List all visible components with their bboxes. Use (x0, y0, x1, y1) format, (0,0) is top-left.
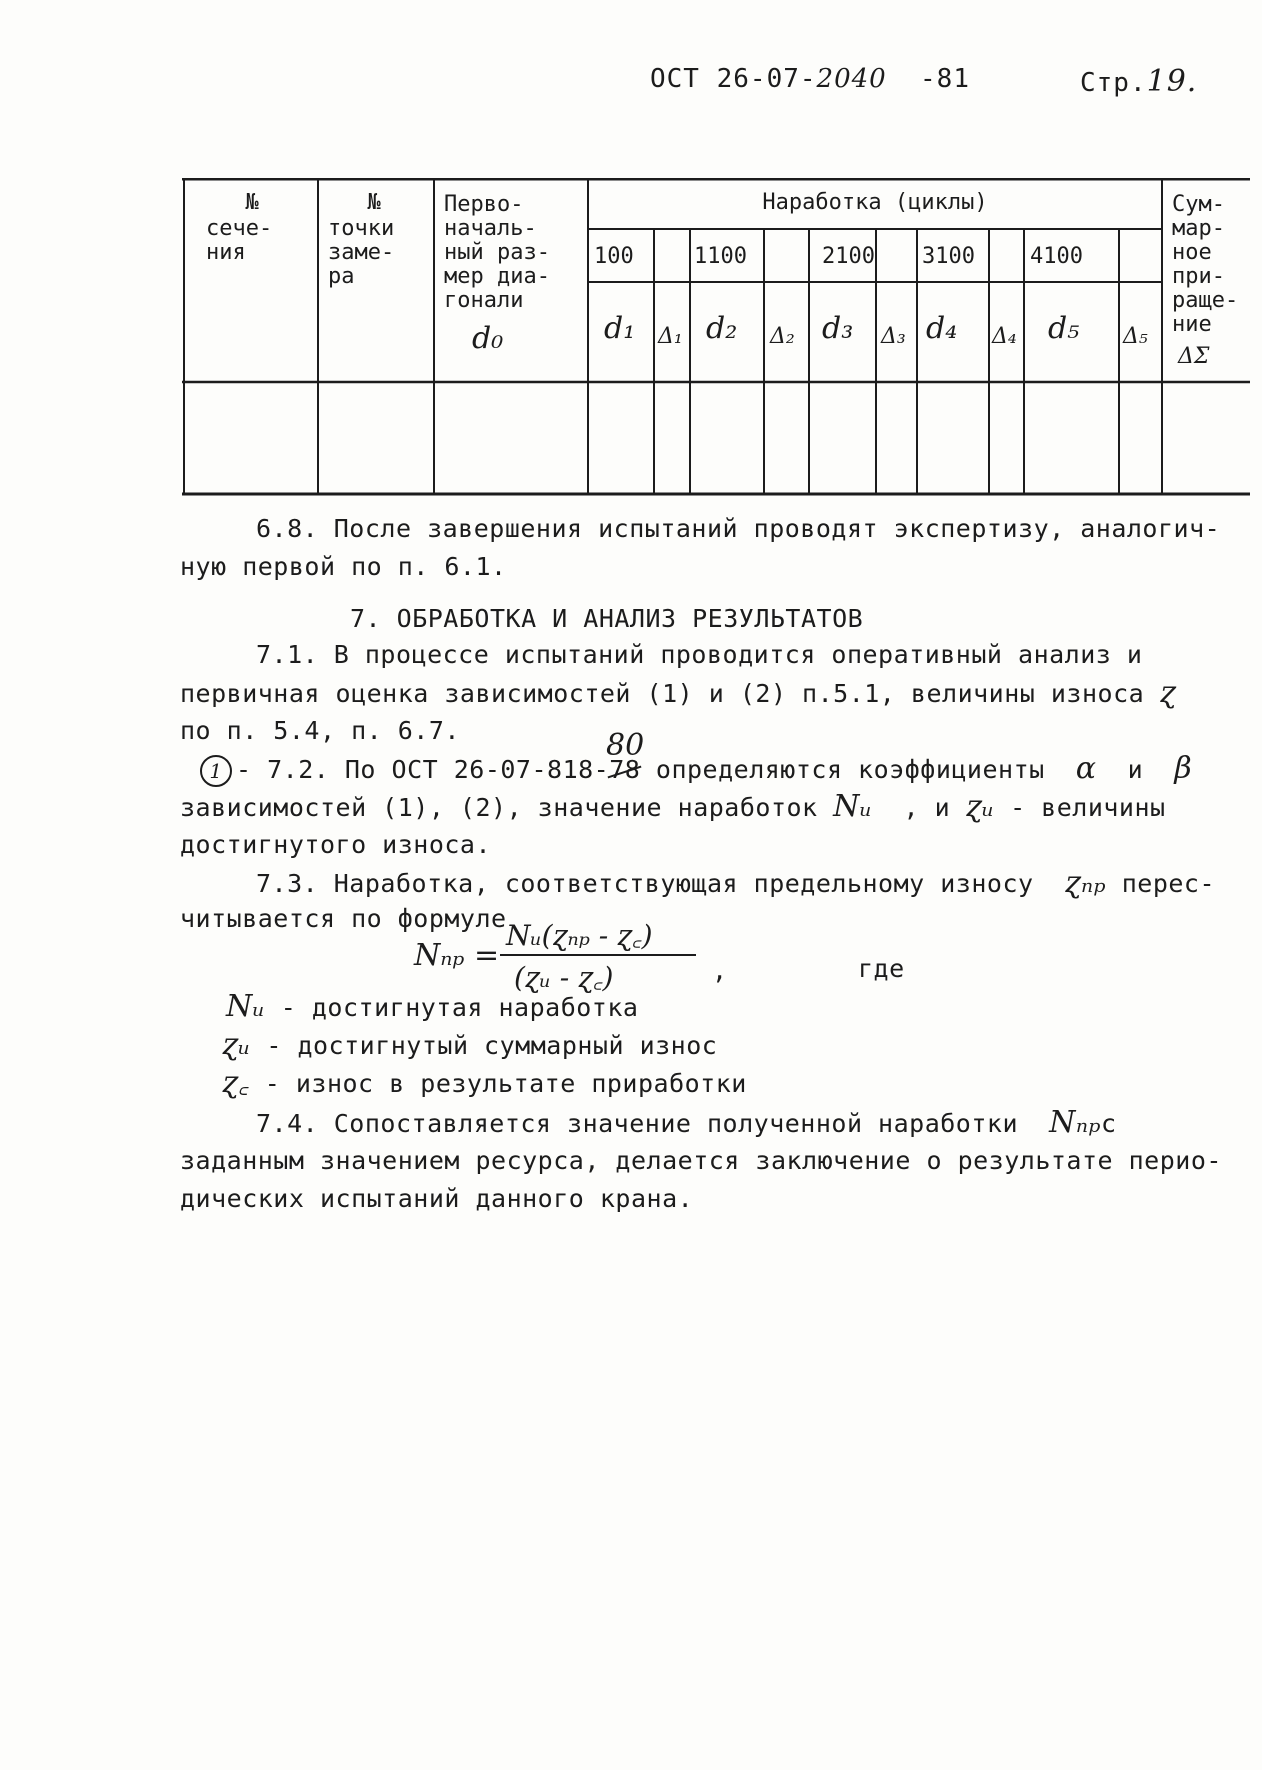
handwritten-correction-80: 80 (606, 728, 645, 763)
paragraph-7-2-line1: 1 - 7.2. По ОСТ 26-07-818-78 определяются коэффициенты α и β (200, 754, 1192, 787)
initial-size-line1: Перво- (444, 192, 524, 217)
definition-2: ɀᵤ - достигнутый суммарный износ (222, 1027, 718, 1062)
total-increment-line3: ное (1172, 240, 1212, 265)
initial-size-line4: мер диа- (444, 264, 550, 289)
paragraph-7-3-line2: читывается по формуле (180, 904, 507, 933)
paragraph-7-2-line2: зависимостей (1), (2), значение наработок Nᵤ , и ɀᵤ - величины (180, 789, 1166, 824)
paragraph-7-4-line1: 7.4. Сопоставляется значение полученной наработки Nₙₚс (256, 1105, 1117, 1140)
cycles-2100: 2100 (822, 244, 875, 269)
formula-denominator: (ɀᵤ - ɀ꜀) (514, 961, 614, 994)
total-increment-line5: раще- (1172, 288, 1239, 313)
total-increment-line4: при- (1172, 264, 1225, 289)
limit-operating-time-symbol: Nₙₚ (1049, 1105, 1102, 1140)
cycles-4100: 4100 (1030, 244, 1083, 269)
change-mark-icon: 1 (200, 755, 232, 787)
cycles-100: 100 (594, 244, 634, 269)
paragraph-7-1-line1: 7.1. В процессе испытаний проводится оперативный анализ и (256, 640, 1143, 669)
cycles-3100: 3100 (922, 244, 975, 269)
paragraph-6-8-line1: 6.8. После завершения испытаний проводят экспертизу, аналогич- (256, 514, 1221, 543)
handwritten-page-number: 19. (1146, 64, 1198, 99)
formula-comma: , (712, 956, 728, 985)
measurement-table (182, 178, 1250, 496)
initial-size-symbol: d₀ (472, 321, 504, 356)
paragraph-7-1-line3: по п. 5.4, п. 6.7. (180, 716, 460, 745)
paragraph-7-2-line3: достигнутого износа. (180, 830, 492, 859)
point-number-sign: № (367, 190, 381, 215)
where-label: где (858, 954, 905, 983)
initial-size-line3: ный раз- (444, 240, 550, 265)
section-header-line1: сече- (206, 216, 273, 241)
operating-time-formula (414, 916, 714, 996)
delta-5: Δ₅ (1123, 324, 1148, 349)
total-increment-line2: мар- (1172, 216, 1225, 241)
section-7-title: 7. ОБРАБОТКА И АНАЛИЗ РЕЗУЛЬТАТОВ (350, 604, 864, 633)
paragraph-6-8-line2: ную первой по п. 6.1. (180, 552, 507, 581)
diag-d5: d₅ (1048, 311, 1080, 346)
cycles-1100: 1100 (694, 244, 747, 269)
paragraph-7-4-line2: заданным значением ресурса, делается заключение о результате перио- (180, 1146, 1222, 1175)
delta-1: Δ₁ (658, 324, 683, 349)
initial-size-line2: началь- (444, 216, 537, 241)
delta-4: Δ₄ (992, 324, 1017, 349)
paragraph-7-3-line1: 7.3. Наработка, соответствующая предельному износу ɀₙₚ перес- (256, 865, 1216, 900)
operating-time-header: Наработка (циклы) (762, 190, 988, 215)
point-header-line1: точки (328, 216, 395, 241)
section-header-line2: ния (206, 240, 246, 265)
page-number: Стр.19. (1080, 64, 1198, 99)
standard-code: ОСТ 26-07-2040 -81 (650, 64, 970, 94)
formula-numerator: Nᵤ(ɀₙₚ - ɀ꜀) (506, 919, 653, 952)
operating-time-symbol: Nᵤ (833, 789, 873, 824)
point-header-line3: ра (328, 264, 355, 289)
definition-3: ɀ꜀ - износ в результате приработки (222, 1065, 747, 1100)
diag-d4: d₄ (926, 311, 958, 346)
struck-year: 78 (609, 755, 641, 784)
beta-symbol: β (1174, 751, 1193, 786)
achieved-wear-symbol: ɀᵤ (965, 789, 995, 824)
definition-1: Nᵤ - достигнутая наработка (226, 989, 639, 1024)
initial-size-line5: гонали (444, 288, 524, 313)
paragraph-7-1-line2: первичная оценка зависимостей (1) и (2) п.5.1, величины износа ɀ (180, 675, 1177, 710)
formula-lhs: Nₙₚ = (414, 938, 500, 973)
diag-d3: d₃ (822, 311, 854, 346)
total-increment-symbol: ΔΣ (1178, 344, 1210, 369)
section-number-sign: № (245, 190, 259, 215)
wear-symbol: ɀ (1159, 675, 1177, 710)
fraction-bar (500, 954, 696, 956)
alpha-symbol: α (1075, 751, 1097, 786)
delta-2: Δ₂ (770, 324, 795, 349)
delta-3: Δ₃ (881, 324, 906, 349)
total-increment-line1: Сум- (1172, 192, 1225, 217)
handwritten-code-number: 2040 (816, 64, 887, 94)
paragraph-7-4-line3: дических испытаний данного крана. (180, 1184, 694, 1213)
limit-wear-symbol: ɀₙₚ (1064, 865, 1107, 900)
diag-d2: d₂ (706, 311, 738, 346)
diag-d1: d₁ (604, 311, 636, 346)
total-increment-line6: ние (1172, 312, 1212, 337)
point-header-line2: заме- (328, 240, 395, 265)
